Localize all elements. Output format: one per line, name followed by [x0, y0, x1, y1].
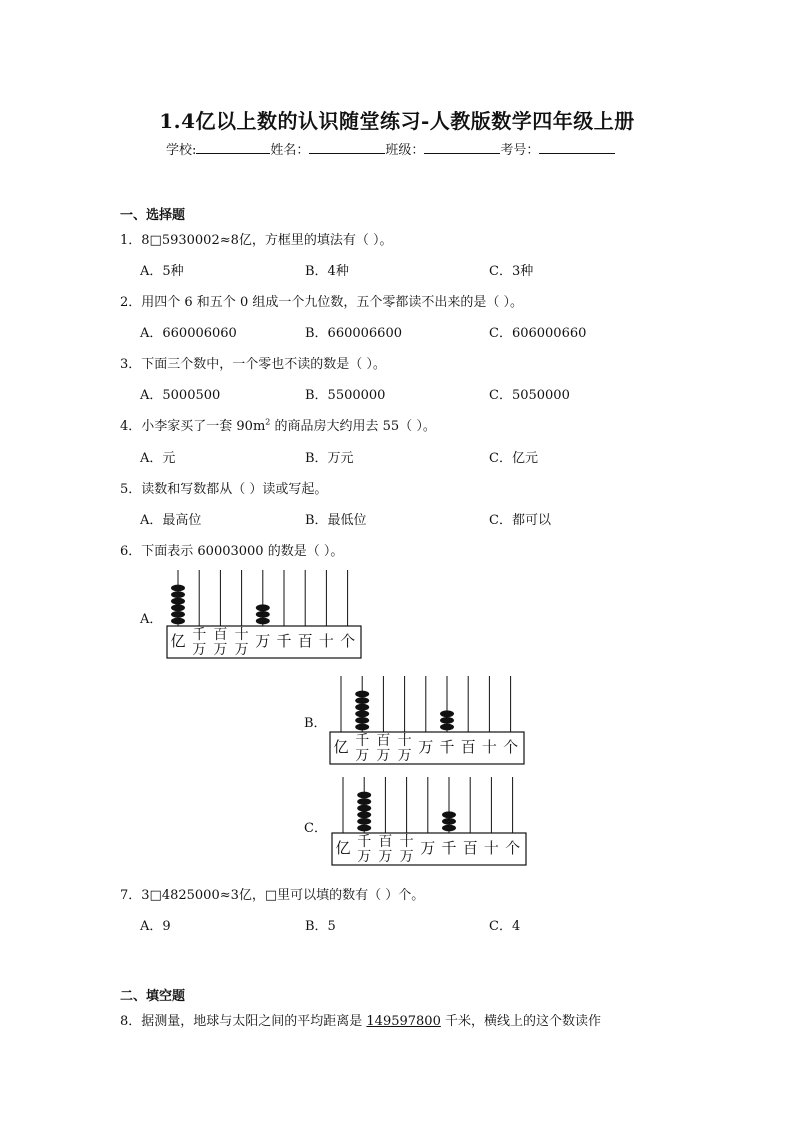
q2-option-a[interactable]: A．660006060 [140, 326, 237, 341]
abacus_b-bead [355, 697, 369, 704]
abacus_c-place-label-top: 十 [399, 834, 414, 850]
abacus_a-bead [171, 585, 185, 592]
abacus_a-bead [171, 598, 185, 605]
q6-option-c-label[interactable]: C． [304, 821, 327, 836]
abacus_c-bead [442, 818, 456, 825]
abacus_b-bead [355, 710, 369, 717]
question-3: 3．下面三个数中，一个零也不读的数是（ ）。 [120, 357, 386, 372]
q1-option-b[interactable]: B．4种 [305, 264, 349, 279]
abacus_b-place-label: 亿 [333, 738, 349, 756]
abacus_c-place-label-bottom: 万 [399, 849, 414, 865]
abacus_a-place-label: 十 [318, 632, 334, 650]
abacus_b-place-label-bottom: 万 [355, 748, 370, 764]
q2-option-b[interactable]: B．660006600 [305, 326, 402, 341]
q5-option-a[interactable]: A．最高位 [140, 513, 202, 528]
abacus_b-bead [355, 704, 369, 711]
question-4 [120, 415, 436, 434]
name-blank[interactable] [309, 140, 385, 154]
abacus_b-place-label: 十 [481, 738, 497, 756]
question-6: 6．下面表示 60003000 的数是（ ）。 [120, 544, 344, 559]
section-2-heading: 二、填空题 [120, 989, 186, 1004]
page-title: 1.4亿以上数的认识随堂练习-人教版数学四年级上册 [159, 109, 635, 133]
abacus_a-place-label: 个 [340, 632, 356, 650]
abacus_a-place-label: 千 [276, 632, 292, 650]
abacus_a-place-label-top: 百 [213, 627, 228, 643]
question-1: 1．8□5930002≈8亿，方框里的填法有（ ）。 [120, 233, 393, 248]
question-7: 7．3□4825000≈3亿，□里可以填的数有（ ）个。 [120, 888, 425, 903]
abacus_a-place-label: 百 [297, 632, 313, 650]
abacus_c-bead [357, 805, 371, 812]
abacus_a-bead [171, 618, 185, 625]
abacus_a-bead [256, 611, 270, 618]
abacus_a-place-label-top: 千 [192, 627, 207, 643]
abacus_a-place-label-top: 十 [234, 627, 249, 643]
abacus_b-bead [440, 717, 454, 724]
q6-option-a-abacus[interactable] [166, 568, 364, 660]
q4-option-b[interactable]: B．万元 [305, 451, 354, 466]
abacus_b-place-label: 百 [460, 738, 476, 756]
abacus_a-place-label-bottom: 万 [192, 642, 207, 658]
abacus_b-place-label-bottom: 万 [376, 748, 391, 764]
abacus_b-bead [440, 724, 454, 731]
abacus_c-place-label-bottom: 万 [378, 849, 393, 865]
abacus_c-place-label: 百 [462, 839, 478, 857]
abacus_b-bead [440, 710, 454, 717]
abacus_c-place-label: 千 [441, 839, 457, 857]
q1-option-c[interactable]: C．3种 [489, 264, 534, 279]
q2-option-c[interactable]: C．606000660 [489, 326, 587, 341]
q6-option-b-abacus[interactable] [329, 674, 527, 766]
abacus_c-place-label: 十 [483, 839, 499, 857]
abacus_a-bead [256, 618, 270, 625]
abacus_c-bead [357, 825, 371, 832]
abacus_a-place-label-bottom: 万 [213, 642, 228, 658]
abacus_b-place-label-top: 千 [355, 733, 370, 749]
abacus_b-place-label: 万 [418, 738, 434, 756]
q4-text-pre: 4．小李家买了一套 90m [120, 419, 266, 434]
abacus_c-place-label: 万 [420, 839, 436, 857]
question-5: 5．读数和写数都从（ ）读或写起。 [120, 482, 328, 497]
q4-option-c[interactable]: C．亿元 [489, 451, 538, 466]
abacus_a-bead [171, 591, 185, 598]
q8-underlined-number: 149597800 [366, 1014, 441, 1029]
q3-option-a[interactable]: A．5000500 [140, 388, 221, 403]
q4-option-a[interactable]: A．元 [140, 451, 176, 466]
abacus_c-place-label-bottom: 万 [357, 849, 372, 865]
abacus_c-bead [357, 818, 371, 825]
student-info-line [166, 139, 615, 158]
abacus_a-bead [256, 604, 270, 611]
abacus_c-bead [442, 811, 456, 818]
school-blank[interactable] [196, 140, 270, 154]
q7-option-b[interactable]: B．5 [305, 919, 336, 934]
abacus_b-place-label-top: 十 [397, 733, 412, 749]
abacus_b-place-label: 个 [503, 738, 519, 756]
abacus_b-place-label: 千 [439, 738, 455, 756]
q6-option-b-label[interactable]: B． [304, 716, 327, 731]
q8-text-pre: 8．据测量，地球与太阳之间的平均距离是 [120, 1014, 367, 1029]
abacus_c-bead [442, 825, 456, 832]
abacus_c-place-label: 亿 [335, 839, 351, 857]
abacus_b-place-label-top: 百 [376, 733, 391, 749]
q5-option-c[interactable]: C．都可以 [489, 513, 551, 528]
abacus_c-place-label-top: 千 [357, 834, 372, 850]
abacus_b-bead [355, 717, 369, 724]
abacus_c-bead [357, 811, 371, 818]
q4-text-post: 的商品房大约用去 55（ ）。 [270, 419, 436, 434]
number-blank[interactable] [539, 140, 615, 154]
q6-option-c-abacus[interactable] [331, 775, 529, 867]
abacus_b-bead [355, 691, 369, 698]
abacus_b-place-label-bottom: 万 [397, 748, 412, 764]
number-label: 考号： [500, 143, 540, 158]
q8-text-post: 千米，横线上的这个数读作 [440, 1014, 601, 1029]
name-label: 姓名： [270, 143, 310, 158]
q7-option-a[interactable]: A．9 [140, 919, 171, 934]
q3-option-b[interactable]: B．5500000 [305, 388, 386, 403]
class-label: 班级： [385, 143, 425, 158]
abacus_c-bead [357, 792, 371, 799]
abacus_c-bead [357, 798, 371, 805]
question-2: 2．用四个 6 和五个 0 组成一个九位数，五个零都读不出来的是（ ）。 [120, 295, 523, 310]
abacus_a-place-label-bottom: 万 [234, 642, 249, 658]
abacus_c-place-label: 个 [505, 839, 521, 857]
q6-option-a-label[interactable]: A． [140, 612, 163, 627]
abacus_a-place-label: 万 [255, 632, 271, 650]
q5-option-b[interactable]: B．最低位 [305, 513, 367, 528]
abacus_a-bead [171, 604, 185, 611]
q7-option-c[interactable]: C．4 [489, 919, 521, 934]
abacus_a-bead [171, 611, 185, 618]
q1-option-a[interactable]: A．5种 [140, 264, 184, 279]
section-1-heading: 一、选择题 [120, 208, 186, 223]
class-blank[interactable] [424, 140, 500, 154]
abacus_b-bead [355, 724, 369, 731]
school-label: 学校: [166, 143, 197, 158]
question-8 [120, 1010, 601, 1029]
abacus_a-place-label: 亿 [170, 632, 186, 650]
abacus_c-place-label-top: 百 [378, 834, 393, 850]
q4-superscript: 2 [265, 417, 271, 427]
q3-option-c[interactable]: C．5050000 [489, 388, 570, 403]
